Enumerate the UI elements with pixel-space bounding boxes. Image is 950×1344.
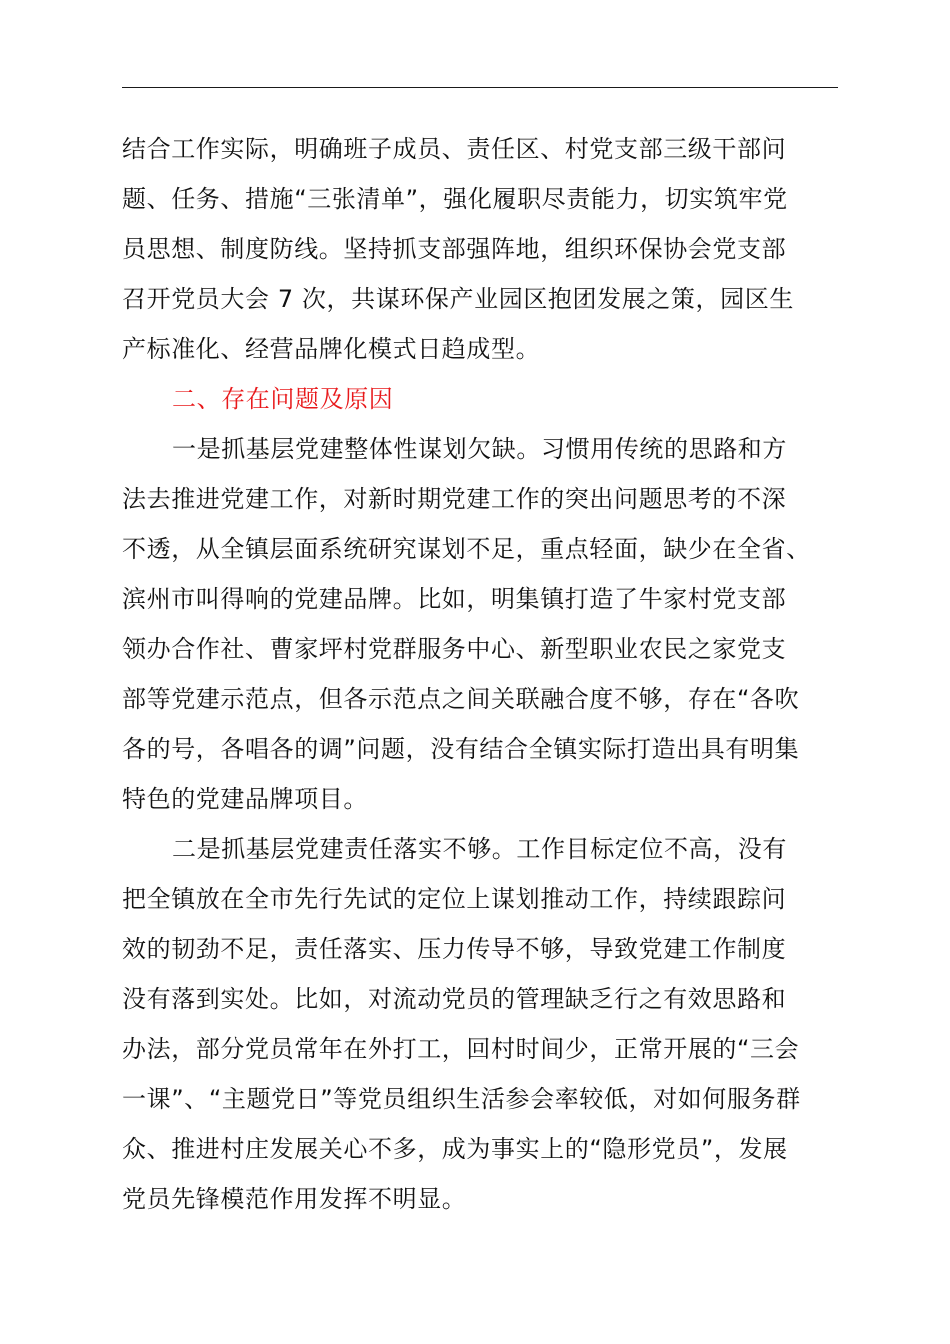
text-line: 特色的党建品牌项目。 (122, 785, 368, 813)
text-line: 二是抓基层党建责任落实不够。工作目标定位不高，没有 (172, 835, 787, 863)
text-line: 滨州市叫得响的党建品牌。比如，明集镇打造了牛家村党支部 (122, 585, 787, 613)
text-line: 办法，部分党员常年在外打工，回村时间少，正常开展的“三会 (122, 1035, 800, 1063)
text-line: 产标准化、经营品牌化模式日趋成型。 (122, 335, 541, 363)
text-line: 一是抓基层党建整体性谋划欠缺。习惯用传统的思路和方 (172, 435, 787, 463)
text-line: 题、任务、措施“三张清单”，强化履职尽责能力，切实筑牢党 (122, 185, 788, 213)
text-line: 结合工作实际，明确班子成员、责任区、村党支部三级干部问 (122, 135, 787, 163)
text-line: 员思想、制度防线。坚持抓支部强阵地，组织环保协会党支部 (122, 235, 787, 263)
text-line: 不透，从全镇层面系统研究谋划不足，重点轻面，缺少在全省、 (122, 535, 811, 563)
text-line: 效的韧劲不足，责任落实、压力传导不够，导致党建工作制度 (122, 935, 787, 963)
text-line: 领办合作社、曹家坪村党群服务中心、新型职业农民之家党支 (122, 635, 787, 663)
paragraph-1 (122, 124, 838, 374)
text-line: 众、推进村庄发展关心不多，成为事实上的“隐形党员”，发展 (122, 1135, 788, 1163)
text-line: 没有落到实处。比如，对流动党员的管理缺乏行之有效思路和 (122, 985, 787, 1013)
text-line: 党员先锋模范作用发挥不明显。 (122, 1185, 467, 1213)
text-line: 部等党建示范点，但各示范点之间关联融合度不够，存在“各吹 (122, 685, 800, 713)
text-line: 一课”、“主题党日”等党员组织生活参会率较低，对如何服务群 (122, 1085, 801, 1113)
text-line: 各的号，各唱各的调”问题，没有结合全镇实际打造出具有明集 (122, 735, 800, 763)
paragraph-3 (122, 824, 838, 1224)
section-heading: 二、存在问题及原因 (172, 385, 394, 413)
text-line: 法去推进党建工作，对新时期党建工作的突出问题思考的不深 (122, 485, 787, 513)
paragraph-2 (122, 424, 838, 824)
document-body (122, 124, 838, 1224)
text-line: 把全镇放在全市先行先试的定位上谋划推动工作，持续跟踪问 (122, 885, 787, 913)
header-rule (122, 87, 838, 88)
text-line: 召开党员大会 7 次，共谋环保产业园区抱团发展之策，园区生 (122, 285, 794, 313)
